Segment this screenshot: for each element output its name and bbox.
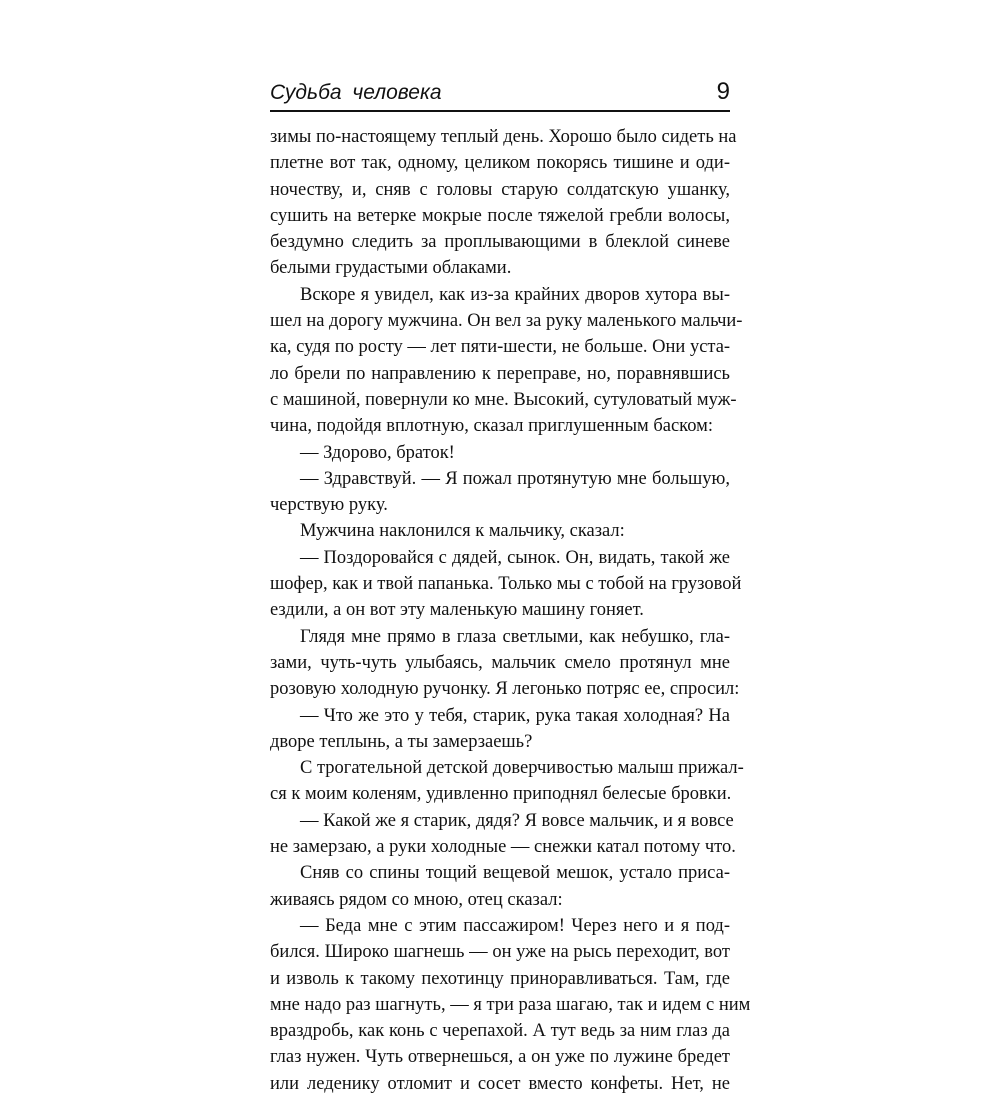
text-line: шофер, как и твой папанька. Только мы с тобой на грузовой [270, 574, 742, 595]
text-line: и изволь к такому пехотинцу приноравливаться. Там, где [270, 968, 730, 989]
text-line: — Поздоровайся с дядей, сынок. Он, видать, такой же [300, 547, 730, 568]
text-line: бился. Широко шагнешь — он уже на рысь переходит, вот [270, 942, 730, 963]
text-line: зами, чуть-чуть улыбаясь, мальчик смело протянул мне [270, 652, 730, 673]
running-head [270, 80, 730, 110]
text-line: шел на дорогу мужчина. Он вел за руку маленького мальчи- [270, 311, 743, 332]
text-line: сушить на ветерке мокрые после тяжелой гребли волосы, [270, 205, 730, 226]
text-line: — Какой же я старик, дядя? Я вовсе мальчик, и я вовсе [300, 810, 734, 831]
text-line: Сняв со спины тощий вещевой мешок, устало приса- [300, 863, 730, 884]
text-line: — Беда мне с этим пассажиром! Через него и я под- [300, 915, 730, 936]
text-line: дворе теплынь, а ты замерзаешь? [270, 731, 533, 752]
text-line: розовую холодную ручонку. Я легонько потряс ее, спросил: [270, 679, 740, 700]
text-line: Вскоре я увидел, как из-за крайних дворов хутора вы- [300, 284, 730, 305]
text-line: ка, судя по росту — лет пяти-шести, не больше. Они уста- [270, 337, 731, 358]
text-line: с машиной, повернули ко мне. Высокий, сутуловатый муж- [270, 389, 737, 410]
text-line: враздробь, как конь с черепахой. А тут ведь за ним глаз да [270, 1021, 730, 1042]
text-line: глаз нужен. Чуть отвернешься, а он уже по лужине бредет [270, 1047, 730, 1068]
text-line: бездумно следить за проплывающими в блеклой синеве [270, 232, 730, 253]
text-line: или ледeнику отломит и сосет вместо конфеты. Нет, не [270, 1073, 730, 1094]
text-line: ездили, а он вот эту маленькую машину гоняет. [270, 600, 644, 621]
text-line: белыми грудастыми облаками. [270, 258, 512, 279]
text-line: чина, подойдя вплотную, сказал приглушенным баском: [270, 416, 713, 437]
text-line: С трогательной детской доверчивостью малыш прижал- [300, 758, 744, 779]
text-line: мне надо раз шагнуть, — я три раза шагаю, так и идем с ним [270, 994, 751, 1015]
running-title: Судьба человека [270, 81, 442, 104]
page-number: 9 [716, 78, 730, 105]
text-line: живаясь рядом со мною, отец сказал: [270, 889, 563, 910]
text-line: Глядя мне прямо в глаза светлыми, как небушко, гла- [300, 626, 730, 647]
text-line: ло брели по направлению к переправе, но, поравнявшись [270, 363, 730, 384]
text-line: плетне вот так, одному, целиком покорясь тишине и оди- [270, 153, 730, 174]
text-line: Мужчина наклонился к мальчику, сказал: [300, 521, 625, 542]
text-line: не замерзаю, а руки холодные — снежки катал потому что. [270, 837, 736, 858]
text-line: — Здорово, браток! [300, 442, 455, 463]
header-rule [270, 110, 730, 112]
text-line: черствую руку. [270, 495, 388, 516]
body-text [270, 124, 751, 1097]
text-line: зимы по-настоящему теплый день. Хорошо было сидеть на [270, 127, 737, 147]
text-line: ся к моим коленям, удивленно приподнял белесые бровки. [270, 784, 732, 805]
text-line: — Что же это у тебя, старик, рука такая холодная? На [300, 705, 730, 726]
text-line: — Здравствуй. — Я пожал протянутую мне большую, [300, 468, 730, 489]
text-line: ночеству, и, сняв с головы старую солдатскую ушанку, [270, 179, 730, 200]
